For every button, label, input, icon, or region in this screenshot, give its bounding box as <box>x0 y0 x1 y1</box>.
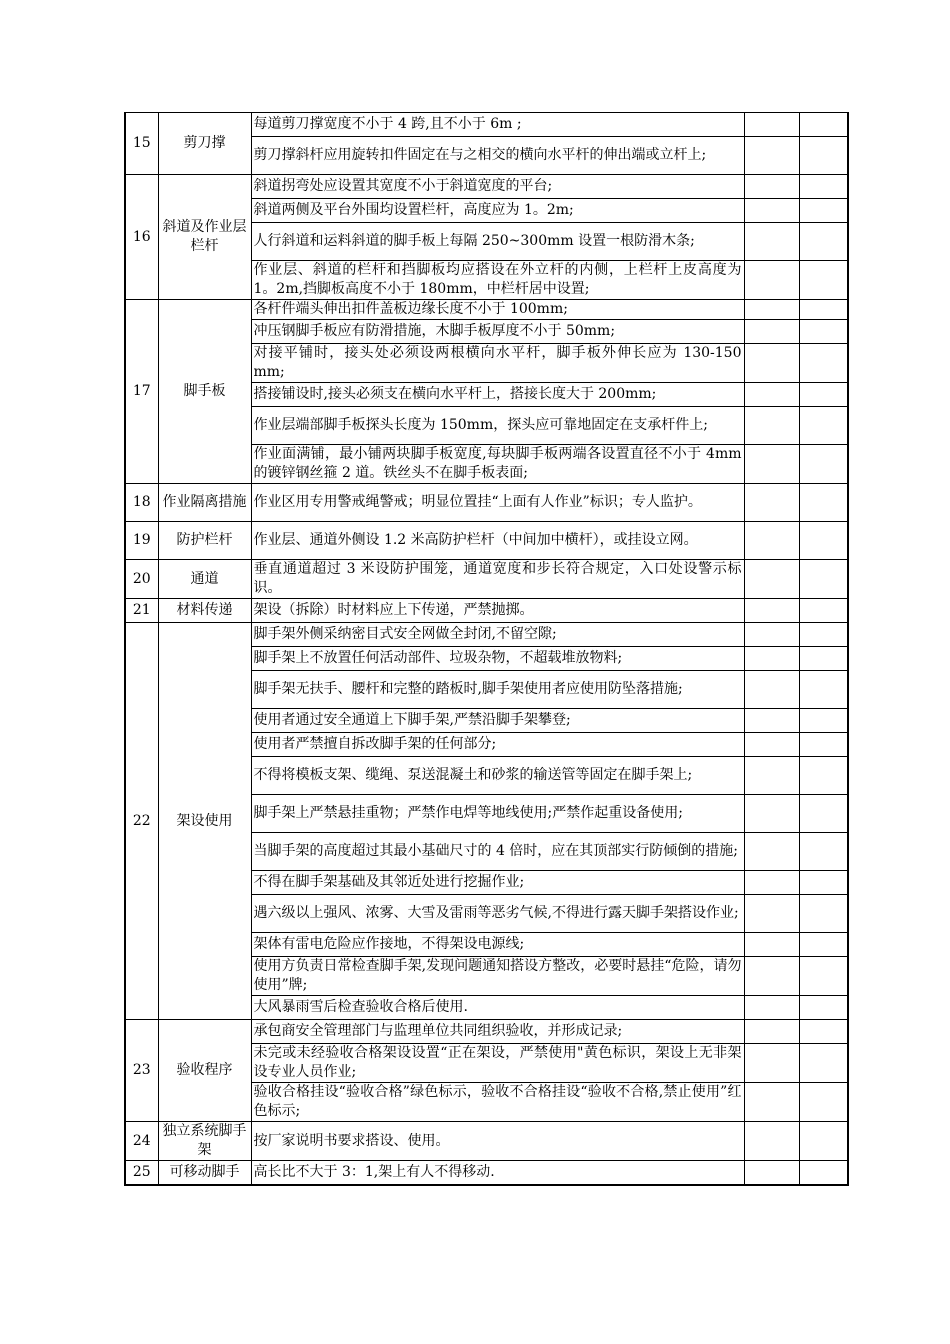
requirement-text: 作业层、通道外侧设 1.2 米高防护栏杆（中间加中横杆），或挂设立网。 <box>251 522 744 560</box>
check-result-cell[interactable] <box>744 795 799 833</box>
item-number: 25 <box>125 1161 158 1185</box>
remarks-cell[interactable] <box>799 484 848 522</box>
requirement-text: 按厂家说明书要求搭设、使用。 <box>251 1122 744 1161</box>
table-row <box>125 522 848 560</box>
check-result-cell[interactable] <box>744 522 799 560</box>
requirement-text: 作业层、斜道的栏杆和挡脚板均应搭设在外立杆的内侧，上栏杆上皮高度为 1。2m,挡脚板高度不小于 180mm，中栏杆居中设置; <box>251 261 744 300</box>
remarks-cell[interactable] <box>799 320 848 344</box>
item-category: 验收程序 <box>158 1020 251 1122</box>
requirement-text: 垂直通道超过 3 米设防护围笼，通道宽度和步长符合规定，入口处设警示标识。 <box>251 560 744 599</box>
check-result-cell[interactable] <box>744 733 799 757</box>
requirement-text: 剪刀撑斜杆应用旋转扣件固定在与之相交的横向水平杆的伸出端或立杆上; <box>251 137 744 175</box>
remarks-cell[interactable] <box>799 599 848 623</box>
remarks-cell[interactable] <box>799 833 848 871</box>
table-row <box>125 113 848 137</box>
requirement-text: 作业层端部脚手板探头长度为 150mm，探头应可靠地固定在支承杆件上; <box>251 407 744 445</box>
remarks-cell[interactable] <box>799 113 848 137</box>
requirement-text: 斜道两侧及平台外围均设置栏杆，高度应为 1。2m; <box>251 199 744 223</box>
item-category: 防护栏杆 <box>158 522 251 560</box>
requirement-text: 高长比不大于 3：1,架上有人不得移动. <box>251 1161 744 1185</box>
item-number: 15 <box>125 113 158 175</box>
table-row <box>125 560 848 599</box>
check-result-cell[interactable] <box>744 383 799 407</box>
requirement-text: 各杆件端头伸出扣件盖板边缘长度不小于 100mm; <box>251 300 744 320</box>
check-result-cell[interactable] <box>744 709 799 733</box>
check-result-cell[interactable] <box>744 1083 799 1122</box>
remarks-cell[interactable] <box>799 199 848 223</box>
item-category: 独立系统脚手架 <box>158 1122 251 1161</box>
requirement-text: 脚手架上不放置任何活动部件、垃圾杂物，不超载堆放物料; <box>251 647 744 671</box>
table-row <box>125 175 848 199</box>
item-category: 脚手板 <box>158 300 251 484</box>
check-result-cell[interactable] <box>744 560 799 599</box>
remarks-cell[interactable] <box>799 522 848 560</box>
requirement-text: 当脚手架的高度超过其最小基础尺寸的 4 倍时，应在其顶部实行防倾倒的措施; <box>251 833 744 871</box>
check-result-cell[interactable] <box>744 175 799 199</box>
item-category: 剪刀撑 <box>158 113 251 175</box>
table-row <box>125 1122 848 1161</box>
remarks-cell[interactable] <box>799 895 848 933</box>
item-number: 23 <box>125 1020 158 1122</box>
requirement-text: 不得将模板支架、缆绳、泵送混凝土和砂浆的输送管等固定在脚手架上; <box>251 757 744 795</box>
check-result-cell[interactable] <box>744 671 799 709</box>
remarks-cell[interactable] <box>799 1044 848 1083</box>
remarks-cell[interactable] <box>799 137 848 175</box>
requirement-text: 使用者严禁擅自拆改脚手架的任何部分; <box>251 733 744 757</box>
requirement-text: 作业区用专用警戒绳警戒；明显位置挂“上面有人作业”标识；专人监护。 <box>251 484 744 522</box>
item-number: 16 <box>125 175 158 300</box>
requirement-text: 脚手架上严禁悬挂重物；严禁作电焊等地线使用;严禁作起重设备使用; <box>251 795 744 833</box>
remarks-cell[interactable] <box>799 996 848 1020</box>
item-category: 架设使用 <box>158 623 251 1020</box>
requirement-text: 作业面满铺，最小铺两块脚手板宽度,每块脚手板两端各设置直径不小于 4mm 的镀锌钢丝箍 2 道。铁丝头不在脚手板表面; <box>251 445 744 484</box>
check-result-cell[interactable] <box>744 757 799 795</box>
check-result-cell[interactable] <box>744 1122 799 1161</box>
requirement-text: 对接平铺时，接头处必须设两根横向水平杆，脚手板外伸长应为 130-150 mm; <box>251 344 744 383</box>
item-number: 20 <box>125 560 158 599</box>
requirement-text: 脚手架外侧采纳密目式安全网做全封闭,不留空隙; <box>251 623 744 647</box>
item-category: 可移动脚手 <box>158 1161 251 1185</box>
remarks-cell[interactable] <box>799 261 848 300</box>
item-number: 17 <box>125 300 158 484</box>
check-result-cell[interactable] <box>744 137 799 175</box>
item-category: 斜道及作业层 栏杆 <box>158 175 251 300</box>
check-result-cell[interactable] <box>744 1161 799 1185</box>
check-result-cell[interactable] <box>744 261 799 300</box>
table-row <box>125 300 848 320</box>
check-result-cell[interactable] <box>744 407 799 445</box>
requirement-text: 冲压钢脚手板应有防滑措施，木脚手板厚度不小于 50mm; <box>251 320 744 344</box>
remarks-cell[interactable] <box>799 223 848 261</box>
remarks-cell[interactable] <box>799 383 848 407</box>
remarks-cell[interactable] <box>799 623 848 647</box>
item-category: 作业隔离措施 <box>158 484 251 522</box>
item-category: 通道 <box>158 560 251 599</box>
check-result-cell[interactable] <box>744 957 799 996</box>
item-number: 22 <box>125 623 158 1020</box>
remarks-cell[interactable] <box>799 560 848 599</box>
requirement-text: 验收合格挂设“验收合格”绿色标示，验收不合格挂设“验收不合格,禁止使用”红色标示; <box>251 1083 744 1122</box>
remarks-cell[interactable] <box>799 1122 848 1161</box>
check-result-cell[interactable] <box>744 445 799 484</box>
remarks-cell[interactable] <box>799 175 848 199</box>
requirement-text: 遇六级以上强风、浓雾、大雪及雷雨等恶劣气候,不得进行露天脚手架搭设作业; <box>251 895 744 933</box>
remarks-cell[interactable] <box>799 1020 848 1044</box>
requirement-text: 每道剪刀撑宽度不小于 4 跨,且不小于 6m ; <box>251 113 744 137</box>
remarks-cell[interactable] <box>799 709 848 733</box>
remarks-cell[interactable] <box>799 407 848 445</box>
item-number: 21 <box>125 599 158 623</box>
remarks-cell[interactable] <box>799 647 848 671</box>
check-result-cell[interactable] <box>744 223 799 261</box>
remarks-cell[interactable] <box>799 933 848 957</box>
check-result-cell[interactable] <box>744 344 799 383</box>
remarks-cell[interactable] <box>799 871 848 895</box>
item-number: 24 <box>125 1122 158 1161</box>
check-result-cell[interactable] <box>744 833 799 871</box>
requirement-text: 人行斜道和运料斜道的脚手板上每隔 250~300mm 设置一根防滑木条; <box>251 223 744 261</box>
remarks-cell[interactable] <box>799 757 848 795</box>
item-number: 19 <box>125 522 158 560</box>
table-row <box>125 1161 848 1185</box>
requirement-text: 架体有雷电危险应作接地，不得架设电源线; <box>251 933 744 957</box>
requirement-text: 不得在脚手架基础及其邻近处进行挖掘作业; <box>251 871 744 895</box>
remarks-cell[interactable] <box>799 957 848 996</box>
check-result-cell[interactable] <box>744 647 799 671</box>
remarks-cell[interactable] <box>799 795 848 833</box>
table-row <box>125 599 848 623</box>
check-result-cell[interactable] <box>744 1044 799 1083</box>
check-result-cell[interactable] <box>744 320 799 344</box>
check-result-cell[interactable] <box>744 895 799 933</box>
check-result-cell[interactable] <box>744 1020 799 1044</box>
table-body <box>125 113 848 1185</box>
table-row <box>125 623 848 647</box>
requirement-text: 脚手架无扶手、腰杆和完整的踏板时,脚手架使用者应使用防坠落措施; <box>251 671 744 709</box>
remarks-cell[interactable] <box>799 344 848 383</box>
check-result-cell[interactable] <box>744 599 799 623</box>
check-result-cell[interactable] <box>744 996 799 1020</box>
check-result-cell[interactable] <box>744 199 799 223</box>
check-result-cell[interactable] <box>744 871 799 895</box>
check-result-cell[interactable] <box>744 933 799 957</box>
requirement-text: 承包商安全管理部门与监理单位共同组织验收，并形成记录; <box>251 1020 744 1044</box>
remarks-cell[interactable] <box>799 671 848 709</box>
requirement-text: 大风暴雨雪后检查验收合格后使用. <box>251 996 744 1020</box>
inspection-table <box>124 112 849 1186</box>
check-result-cell[interactable] <box>744 623 799 647</box>
check-result-cell[interactable] <box>744 300 799 320</box>
requirement-text: 未完或未经验收合格架设设置“正在架设，严禁使用"黄色标识，架设上无非架设专业人员作业; <box>251 1044 744 1083</box>
item-category: 材料传递 <box>158 599 251 623</box>
requirement-text: 使用方负责日常检查脚手架,发现问题通知搭设方整改，必要时悬挂“危险，请勿使用”牌; <box>251 957 744 996</box>
requirement-text: 使用者通过安全通道上下脚手架,严禁沿脚手架攀登; <box>251 709 744 733</box>
requirement-text: 搭接铺设时,接头必须支在横向水平杆上，搭接长度大于 200mm; <box>251 383 744 407</box>
check-result-cell[interactable] <box>744 484 799 522</box>
requirement-text: 斜道拐弯处应设置其宽度不小于斜道宽度的平台; <box>251 175 744 199</box>
item-number: 18 <box>125 484 158 522</box>
remarks-cell[interactable] <box>799 1083 848 1122</box>
requirement-text: 架设（拆除）时材料应上下传递，严禁抛掷。 <box>251 599 744 623</box>
remarks-cell[interactable] <box>799 1161 848 1185</box>
table-row <box>125 1020 848 1044</box>
remarks-cell[interactable] <box>799 300 848 320</box>
remarks-cell[interactable] <box>799 733 848 757</box>
check-result-cell[interactable] <box>744 113 799 137</box>
remarks-cell[interactable] <box>799 445 848 484</box>
table-row <box>125 484 848 522</box>
